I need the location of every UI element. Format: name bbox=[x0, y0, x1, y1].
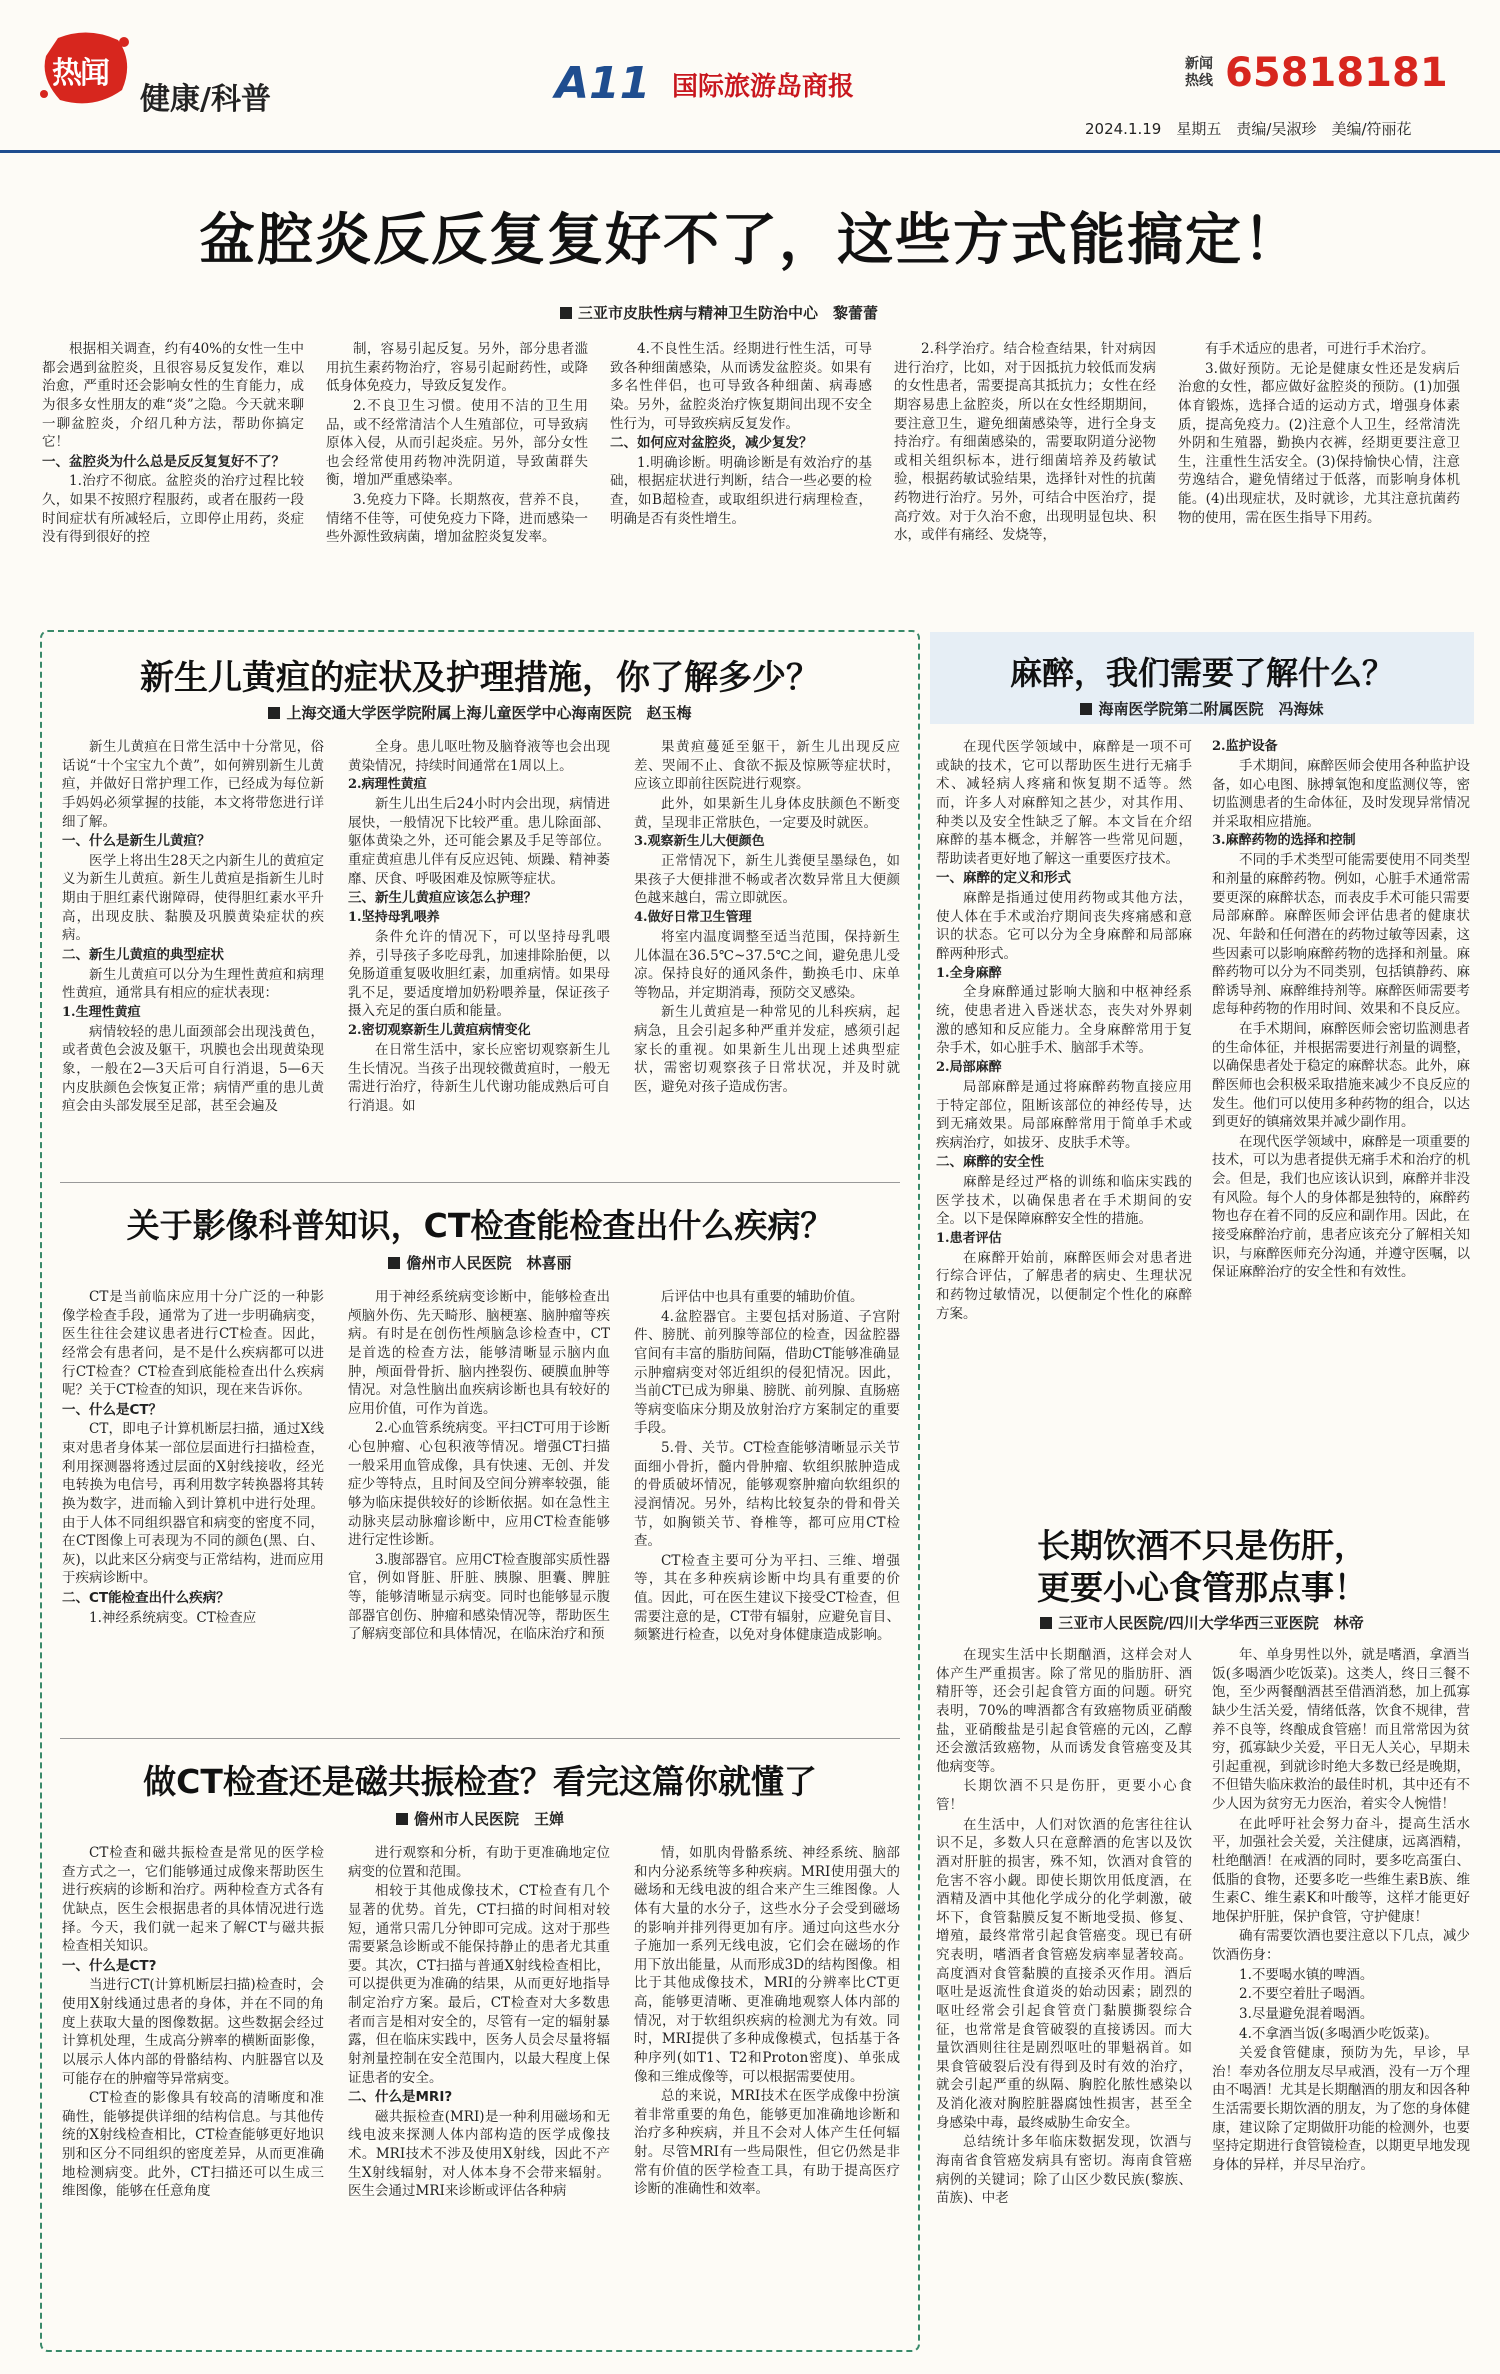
anesthesia-col-2 bbox=[1212, 738, 1470, 1283]
designer: 美编/符丽花 bbox=[1331, 120, 1412, 138]
subheading: 二、麻醉的安全性 bbox=[936, 1154, 1044, 1171]
paragraph: 情，如肌肉骨骼系统、神经系统、脑部和内分泌系统等多种疾病。MRI使用强大的磁场和无线电波的组合来产生三维图像。人体有大量的水分子，这些水分子会受到磁场的影响并排列得更加有序。通过向这些水分子施加一系列无线电波，它们会在磁场的作用下放出能量，从而形成3D的结构图像。相比于其他成像技术，MRI的分辨率比CT更高，能够更清晰、更准确地观察人体内部的情况，对于软组织疾病的检测尤为有效。同时，MRI提供了多种成像模式，包括基于各种序列(如T1、T2和Proton密度)、单张成像和三维成像等，可以根据需要使用。 bbox=[634, 1845, 900, 2085]
paragraph: 在现代医学领域中，麻醉是一项重要的技术，可以为患者提供无痛手术和治疗的机会。但是，我们也应该认识到，麻醉并非没有风险。每个人的身体都是独特的，麻醉药物也存在着不同的反应和副作用。因此，在接受麻醉治疗前，患者应该充分了解相关知识，与麻醉医师充分沟通，并遵守医嘱，以保证麻醉治疗的安全性和有效性。 bbox=[1212, 1133, 1470, 1281]
paragraph: 新生儿出生后24小时内会出现，病情进展快，一般情况下比较严重。患儿除面部、躯体黄染之外，还可能会累及手足等部位。重症黄疸患儿伴有反应迟钝、烦躁、精神萎靡、厌食、呼吸困难及惊厥等症状。 bbox=[348, 796, 610, 887]
jaundice-col-1 bbox=[62, 738, 324, 1117]
mri-byline bbox=[60, 1808, 900, 1829]
date: 2024.1.19 bbox=[1085, 120, 1162, 138]
anesthesia-byline-text: 海南医学院第二附属医院 冯海妹 bbox=[1098, 700, 1324, 718]
alcohol-byline bbox=[930, 1612, 1474, 1633]
paragraph: 用于神经系统病变诊断中，能够检查出颅脑外伤、先天畸形、脑梗塞、脑肿瘤等疾病。有时是在创伤性颅脑急诊检查中，CT是首选的检查方法，能够清晰显示脑内血肿，颅面骨骨折、脑内挫裂伤、硬膜血肿等情况。对急性脑出血疾病诊断也具有较好的应用价值，可作为首选。 bbox=[348, 1289, 610, 1417]
section-label: 健康/科普 bbox=[140, 82, 271, 117]
subheading-minor: 2.密切观察新生儿黄疸病情变化 bbox=[348, 1023, 531, 1038]
paragraph: 4.盆腔器官。主要包括对肠道、子宫附件、膀胱、前列腺等部位的检查，因盆腔器官间有丰富的脂肪间隔，借助CT能够准确显示肿瘤病变对邻近组织的侵犯情况。因此，当前CT已成为卵巢、膀胱、前列腺、直肠癌等病变临床分期及放射治疗方案制定的重要手段。 bbox=[634, 1308, 900, 1437]
header-rule bbox=[0, 150, 1500, 153]
page-number bbox=[555, 58, 650, 109]
paragraph: 5.骨、关节。CT检查能够清晰显示关节面细小骨折，髓内骨肿瘤、软组织脓肿造成的骨质破坏情况，能够观察肿瘤向软组织的浸润情况。另外，结构比较复杂的骨和骨关节，如胸锁关节、脊椎等，都可应用CT检查。 bbox=[634, 1440, 900, 1550]
paragraph: CT是当前临床应用十分广泛的一种影像学检查手段，通常为了进一步明确病变，医生往往会建议患者进行CT检查。因此，经常会有患者问，是不是什么疾病都可以进行CT检查？CT检查到底能检查出什么疾病呢？关于CT检查的知识，现在来告诉你。 bbox=[62, 1289, 324, 1399]
alcohol-headline-2: 更要小心食管那点事！ bbox=[1037, 1568, 1367, 1607]
paragraph: 1.明确诊断。明确诊断是有效治疗的基础，根据症状进行判断，结合一些必要的检查，如B超检查，或取组织进行病理检查，明确是否有炎性增生。 bbox=[610, 454, 872, 527]
ct-col-3 bbox=[634, 1288, 900, 1646]
paragraph: 医学上将出生28天之内新生儿的黄疸定义为新生儿黄疸。新生儿黄疸是指新生儿时期由于胆红素代谢障碍，使得胆红素水平升高，出现皮肤、黏膜及巩膜黄染症状的疾病。 bbox=[62, 852, 324, 944]
issue-date bbox=[1085, 118, 1412, 139]
subheading-minor: 1.坚持母乳喂养 bbox=[348, 909, 440, 925]
paragraph: 在此呼吁社会努力奋斗，提高生活水平，加强社会关爱，关注健康，远离酒精，杜绝酗酒！在戒酒的同时，要多吃高蛋白、低脂的食物，还要多吃一些维生素B族、维生素C、维生素K和叶酸等，这样才能更好地保护肝脏，保护食管，守护健康！ bbox=[1212, 1815, 1470, 1925]
paragraph: 果黄疸蔓延至躯干，新生儿出现反应差、哭闹不止、食欲不振及惊厥等症状时，应该立即前往医院进行观察。 bbox=[634, 739, 900, 793]
editor: 责编/吴淑珍 bbox=[1236, 120, 1317, 138]
paragraph: 新生儿黄疸是一种常见的儿科疾病，起病急，且会引起多种严重并发症，感须引起家长的重视。如果新生儿出现上述典型症状，需密切观察孩子日常状况，并及时就医，避免对孩子造成伤害。 bbox=[634, 1004, 900, 1095]
main-col-5 bbox=[1178, 340, 1460, 528]
subheading: 一、什么是CT? bbox=[62, 1957, 157, 1974]
logo-text: 热闻 bbox=[52, 56, 108, 91]
alcohol-byline-text: 三亚市人民医院/四川大学华西三亚医院 林帝 bbox=[1058, 1614, 1364, 1632]
paragraph: 1.神经系统病变。CT检查应 bbox=[89, 1609, 257, 1626]
jaundice-byline bbox=[60, 702, 900, 723]
subheading-minor: 2.监护设备 bbox=[1212, 739, 1278, 754]
paragraph: 长期饮酒不只是伤肝，更要小心食管！ bbox=[936, 1778, 1192, 1813]
subheading: 三、新生儿黄疸应该怎么护理？ bbox=[348, 890, 537, 907]
subheading: 一、麻醉的定义和形式 bbox=[936, 870, 1071, 887]
paragraph: 2.科学治疗。结合检查结果，针对病因进行治疗，比如，对于因抵抗力较低而发病的女性患者，需要提高其抵抗力；女性在经期容易患上盆腔炎，所以在女性经期期间，要注意卫生，避免细菌感染等，进行全身支持治疗。有细菌感染的，需要取阴道分泌物或相关组织标本，进行细菌培养及药敏试验，根据药敏试验结果，选择针对性的抗菌药物进行治疗。另外，可结合中医治疗，提高疗效。对于久治不愈，出现明显包块、积水，或伴有痛经、发烧等， bbox=[894, 341, 1156, 544]
paragraph: 3.尽量避免混着喝酒。 bbox=[1239, 2005, 1374, 2022]
paragraph: 条件允许的情况下，可以坚持母乳喂养，引导孩子多吃母乳，加速排除胎便，以免肠道重复吸收胆红素，加重病情。如果母乳不足，要适度增加奶粉喂养量，保证孩子摄入充足的蛋白质和能量。 bbox=[348, 928, 610, 1020]
main-byline-text: 三亚市皮肤性病与精神卫生防治中心 黎蕾蕾 bbox=[578, 304, 879, 322]
paragraph: 在现实生活中长期酗酒，这样会对人体产生严重损害。除了常见的脂肪肝、酒精肝等，还会引起食管方面的问题。研究表明，70%的啤酒都含有致癌物质亚硝酸盐，亚硝酸盐是引起食管癌的元凶，乙醇还会激活致癌物，从而诱发食管癌变及其他病变等。 bbox=[936, 1647, 1192, 1775]
paragraph: 将室内温度调整至适当范围，保持新生儿体温在36.5℃~37.5℃之间，避免患儿受凉。保持良好的通风条件，勤换毛巾、床单等物品，并定期消毒，预防交叉感染。 bbox=[634, 928, 900, 1001]
paragraph: 磁共振检查(MRI)是一种利用磁场和无线电波来探测人体内部构造的医学成像技术。MRI技术不涉及使用X射线，因此不产生X射线辐射，对人体本身不会带来辐射。医生会通过MRI来诊断或评估各种病 bbox=[348, 2108, 610, 2200]
ct-col-2 bbox=[348, 1288, 610, 1645]
alcohol-col-1 bbox=[936, 1646, 1192, 2209]
alcohol-col-2 bbox=[1212, 1646, 1470, 2176]
paragraph: 全身麻醉通过影响大脑和中枢神经系统，使患者进入昏迷状态，丧失对外界刺激的感知和反应能力。全身麻醉常用于复杂手术，如心脏手术、脑部手术等。 bbox=[936, 984, 1192, 1057]
main-byline bbox=[560, 302, 1160, 323]
paragraph: 当进行CT(计算机断层扫描)检查时，会使用X射线通过患者的身体，并在不同的角度上获取大量的图像数据。这些数据会经过计算机处理，生成高分辨率的横断面影像，以展示人体内部的骨骼结构、内脏器官以及可能存在的肿瘤等异常病变。 bbox=[62, 1977, 324, 2087]
paragraph: 此外，如果新生儿身体皮肤颜色不断变黄，呈现非正常肤色，一定要及时就医。 bbox=[634, 795, 900, 831]
subheading: 一、什么是新生儿黄疸？ bbox=[62, 833, 211, 850]
mri-headline: 做CT检查还是磁共振检查？看完这篇你就懂了 bbox=[143, 1762, 817, 1801]
paragraph: 全身。患儿呕吐物及脑脊液等也会出现黄染情况，持续时间通常在1周以上。 bbox=[348, 739, 610, 774]
subheading: 二、如何应对盆腔炎，减少复发？ bbox=[610, 435, 813, 452]
hotline-number: 65818181 bbox=[1225, 50, 1448, 96]
main-col-1 bbox=[42, 340, 304, 548]
mri-col-2 bbox=[348, 1844, 610, 2202]
paragraph: 不同的手术类型可能需要使用不同类型和剂量的麻醉药物。例如，心脏手术通常需要更深的麻醉状态，而表皮手术可能只需要局部麻醉。麻醉医师会评估患者的健康状况、年龄和任何潜在的药物过敏等因素，这些因素可以影响麻醉药物的选择和剂量。麻醉药物可以分为不同类别，包括镇静药、麻醉诱导剂、麻醉维持剂等。麻醉医师需要考虑每种药物的作用时间、效果和不良反应。 bbox=[1212, 852, 1470, 1018]
divider bbox=[60, 1738, 900, 1739]
paragraph: 新生儿黄疸在日常生活中十分常见，俗话说“十个宝宝九个黄”，如何辨别新生儿黄疸，并做好日常护理工作，已经成为每位新手妈妈必须掌握的技能，本文将带您进行详细了解。 bbox=[62, 739, 324, 830]
main-col-2 bbox=[326, 340, 588, 548]
paragraph: 制，容易引起反复。另外，部分患者滥用抗生素药物治疗，容易引起耐药性，或降低身体免疫力，导致反复发作。 bbox=[326, 341, 588, 395]
paragraph: 麻醉是经过严格的训练和临床实践的医学技术，以确保患者在手术期间的安全。以下是保障麻醉安全性的措施。 bbox=[936, 1174, 1192, 1228]
paragraph: 相较于其他成像技术，CT检查有几个显著的优势。首先，CT扫描的时间相对较短，通常只需几分钟即可完成。这对于那些需要紧急诊断或不能保持静止的患者尤其重要。其次，CT扫描与普通X射线检查相比，可以提供更为准确的结果，从而更好地指导制定治疗方案。最后，CT检查对大多数患者而言是相对安全的，尽管有一定的辐射暴露，但在临床实践中，医务人员会尽量将辐射剂量控制在安全范围内，以最大程度上保证患者的安全。 bbox=[348, 1883, 610, 2086]
paragraph: CT检查和磁共振检查是常见的医学检查方式之一，它们能够通过成像来帮助医生进行疾病的诊断和治疗。两种检查方式各有优缺点，医生会根据患者的具体情况进行选择。今天，我们就一起来了解CT与磁共振检查相关知识。 bbox=[62, 1845, 324, 1955]
jaundice-col-2 bbox=[348, 738, 610, 1116]
paragraph: 关爱食管健康，预防为先，早诊，早治！奉劝各位朋友尽早戒酒，没有一万个理由不喝酒！尤其是长期酗酒的朋友和因各种生活需要长期饮酒的朋友，为了您的身体健康，建议除了定期做肝功能的检测外，也要坚持定期进行食管镜检查，以期更早地发现身体的异样，并尽早治疗。 bbox=[1212, 2045, 1470, 2173]
mri-byline-text: 儋州市人民医院 王婵 bbox=[413, 1810, 564, 1828]
paragraph: 总结统计多年临床数据发现，饮酒与海南省食管癌发病具有密切。海南食管癌病例的关键词；除了山区少数民族(黎族、苗族)、中老 bbox=[936, 2134, 1192, 2207]
subheading-minor: 2.病理性黄疸 bbox=[348, 777, 427, 793]
subheading: 二、CT能检查出什么疾病？ bbox=[62, 1590, 230, 1606]
main-headline: 盆腔炎反反复复好不了，这些方式能搞定！ bbox=[199, 208, 1301, 273]
paragraph: 根据相关调查，约有40%的女性一生中都会遇到盆腔炎，且很容易反复发作，难以治愈，严重时还会影响女性的生育能力，成为很多女性朋友的难“炎”之隐。今天就来聊一聊盆腔炎，介绍几种方法，帮助你搞定它！ bbox=[42, 341, 304, 451]
paragraph: 3.做好预防。无论是健康女性还是发病后治愈的女性，都应做好盆腔炎的预防。(1)加强体育锻炼，选择合适的运动方式，增强身体素质，提高免疫力。(2)注意个人卫生，经常清洗外阴和生殖器，勤换内衣裤，经期更要注意卫生，注重性生活安全。(3)保持愉快心情，注意劳逸结合，避免情绪过于低落，而影响身体机能。(4)出现症状，及时就诊，尤其注意抗菌药物的使用，需在医生指导下用药。 bbox=[1178, 360, 1460, 526]
paragraph: 手术期间，麻醉医师会使用各种监护设备，如心电图、脉搏氧饱和度监测仪等，密切监测患者的生命体征，及时发现异常情况并采取相应措施。 bbox=[1212, 757, 1470, 830]
mri-col-1 bbox=[62, 1844, 324, 2202]
ct-headline: 关于影像科普知识，CT检查能检查出什么疾病？ bbox=[126, 1206, 834, 1245]
page-number-text: A11 bbox=[555, 58, 651, 109]
paragraph: CT检查的影像具有较高的清晰度和准确性，能够提供详细的结构信息。与其他传统的X射线检查相比，CT检查能够更好地识别和区分不同组织的密度差异，从而更准确地检测病变。此外，CT扫描还可以生成三维图像，能够在任意角度 bbox=[62, 2090, 324, 2200]
subheading: 二、什么是MRI? bbox=[348, 2089, 453, 2106]
paragraph: 在手术期间，麻醉医师会密切监测患者的生命体征，并根据需要进行剂量的调整，以确保患者处于稳定的麻醉状态。此外，麻醉医师也会积极采取措施来减少不良反应的发生。他们可以使用多种药物的组合，以达到更好的镇痛效果并减少副作用。 bbox=[1212, 1021, 1470, 1131]
paragraph: 病情较轻的患儿面颈部会出现浅黄色，或者黄色会波及躯干，巩膜也会出现黄染现象，一般在2—3天后可自行消退，5—6天内皮肤颜色会恢复正常；病情严重的患儿黄疸会由头部发展至足部，甚至会遍及 bbox=[62, 1023, 324, 1115]
subheading: 一、盆腔炎为什么总是反反复复好不了？ bbox=[42, 453, 285, 470]
paragraph: 1.不要喝水镇的啤酒。 bbox=[1239, 1966, 1374, 1983]
subheading-minor: 3.麻醉药物的选择和控制 bbox=[1212, 833, 1356, 849]
jaundice-byline-text: 上海交通大学医学院附属上海儿童医学中心海南医院 赵玉梅 bbox=[286, 704, 692, 722]
paragraph: 4.不拿酒当饭(多喝酒少吃饭菜)。 bbox=[1239, 2025, 1438, 2042]
paragraph: 4.不良性生活。经期进行性生活，可导致各种细菌感染，从而诱发盆腔炎。如果有多名性伴侣，也可导致各种细菌、病毒感染。另外，盆腔炎治疗恢复期间出现不安全性行为，可导致疾病反复发作。 bbox=[610, 341, 872, 432]
anesthesia-byline bbox=[930, 698, 1474, 719]
main-col-3 bbox=[610, 340, 872, 529]
ct-byline-text: 儋州市人民医院 林喜丽 bbox=[406, 1254, 572, 1272]
paper-name: 国际旅游岛商报 bbox=[672, 72, 855, 102]
ct-col-1 bbox=[62, 1288, 324, 1628]
subheading-minor: 3.观察新生儿大便颜色 bbox=[634, 834, 765, 850]
paragraph: CT检查主要可分为平扫、三维、增强等，其在多种疾病诊断中均具有重要的价值。因此，可在医生建议下接受CT检查，但需要注意的是，CT带有辐射，应避免盲目、频繁进行检查，以免对身体健康造成影响。 bbox=[634, 1552, 900, 1644]
subheading: 二、新生儿黄疸的典型症状 bbox=[62, 946, 224, 963]
paragraph: 2.不良卫生习惯。使用不洁的卫生用品，或不经常清洁个人生殖部位，可导致病原体入侵，从而引起炎症。另外，部分女性也会经常使用药物冲洗阴道，导致菌群失衡，增加严重感染率。 bbox=[326, 397, 588, 489]
jaundice-headline: 新生儿黄疸的症状及护理措施，你了解多少？ bbox=[140, 658, 820, 698]
paragraph: 1.治疗不彻底。盆腔炎的治疗过程比较久，如果不按照疗程服药，或者在服药一段时间症状有所减轻后，立即停止用药，炎症没有得到很好的控 bbox=[42, 473, 304, 546]
weekday: 星期五 bbox=[1176, 120, 1222, 138]
paragraph: 2.不要空着肚子喝酒。 bbox=[1239, 1986, 1374, 2003]
logo-badge bbox=[38, 28, 133, 108]
paragraph: 在日常生活中，家长应密切观察新生儿生长情况。当孩子出现较微黄疸时，一般无需进行治疗，待新生儿代谢功能成熟后可自行消退。如 bbox=[348, 1041, 610, 1114]
anesthesia-headline: 麻醉，我们需要了解什么？ bbox=[1009, 654, 1394, 692]
mri-col-3 bbox=[634, 1844, 900, 2200]
main-col-4 bbox=[894, 340, 1156, 546]
paragraph: 3.腹部器官。应用CT检查腹部实质性器官，例如肾脏、肝脏、胰腺、胆囊、脾脏等，能够清晰显示病变。同时也能够显示腹部器官创伤、肿瘤和感染情况等，帮助医生了解病变部位和具体情况，在临床治疗和预 bbox=[348, 1551, 610, 1643]
paragraph: 3.免疫力下降。长期熬夜，营养不良，情绪不佳等，可使免疫力下降，进而感染一些外源性致病菌，增加盆腔炎复发率。 bbox=[326, 492, 588, 546]
paragraph: 局部麻醉是通过将麻醉药物直接应用于特定部位，阻断该部位的神经传导，达到无痛效果。局部麻醉常用于简单手术或疾病治疗，如拔牙、皮肤手术等。 bbox=[936, 1078, 1192, 1151]
subheading-minor: 2.局部麻醉 bbox=[936, 1059, 1002, 1075]
paragraph: 总的来说，MRI技术在医学成像中扮演着非常重要的角色，能够更加准确地诊断和治疗多种疾病，并且不会对人体产生任何辐射。尽管MRI有一些局限性，但它仍然是非常有价值的医学检查工具，有助于提高医疗诊断的准确性和效率。 bbox=[634, 2088, 900, 2198]
ct-byline bbox=[60, 1252, 900, 1273]
paragraph: 进行观察和分析，有助于更准确地定位病变的位置和范围。 bbox=[348, 1845, 610, 1880]
paragraph: 在麻醉开始前，麻醉医师会对患者进行综合评估，了解患者的病史、生理状况和药物过敏情况，以便制定个性化的麻醉方案。 bbox=[936, 1249, 1192, 1322]
paragraph: 年、单身男性以外，就是嗜酒，拿酒当饭(多喝酒少吃饭菜)。这类人，终日三餐不饱，至少两餐酗酒甚至借酒消愁，加上孤寡缺少生活关爱，情绪低落，饮食不规律，营养不良等，终酿成食管癌！而且常常因为贫穷，孤寡缺少关爱，平日无人关心，早期未引起重视，到就诊时绝大多数已经是晚期，不但错失临床救治的最佳时机，其中还有不少人因为贫穷无力医治，着实令人惋惜！ bbox=[1212, 1647, 1470, 1812]
paragraph: 在生活中，人们对饮酒的危害往往认识不足，多数人只在意醉酒的危害以及饮酒对肝脏的损害，殊不知，饮酒对食管的危害不容小觑。即使长期饮用低度酒，在酒精及酒中其他化学成分的化学刺激，破坏下，食管黏膜反复不断地受损、修复、增殖，最终常常引起食管癌变。现已有研究表明，嗜酒者食管癌发病率显著较高。高度酒对食管黏膜的直接杀灭作用。酒后呕吐是返流性食道炎的始动因素；剧烈的呕吐经常会引起食管贲门黏膜撕裂综合征，也常常是食管破裂的直接诱因。而大量饮酒则往往是剧烈呕吐的罪魁祸首。如果食管破裂后没有得到及时有效的治疗，就会引起严重的纵隔、胸腔化脓性感染以及消化液对胸腔脏器腐蚀性损害，甚至全身感染中毒，最终威胁生命安全。 bbox=[936, 1816, 1192, 2131]
anesthesia-col-1 bbox=[936, 738, 1192, 1324]
paragraph: 确有需要饮酒也要注意以下几点，减少饮酒伤身： bbox=[1212, 1928, 1470, 1963]
subheading-minor: 1.生理性黄疸 bbox=[62, 1004, 141, 1020]
paragraph: 正常情况下，新生儿粪便呈墨绿色，如果孩子大便排泄不畅或者次数异常且大便颜色越来越白，需立即就医。 bbox=[634, 853, 900, 907]
paragraph: 麻醉是指通过使用药物或其他方法，使人体在手术或治疗期间丧失疼痛感和意识的状态。它可以分为全身麻醉和局部麻醉两种形式。 bbox=[936, 890, 1192, 962]
paragraph: 2.心血管系统病变。平扫CT可用于诊断心包肿瘤、心包积液等情况。增强CT扫描一般采用血管成像，具有快速、无创、并发症少等特点，且时间及空间分辨率较强，能够为临床提供较好的诊断依据。如在急性主动脉夹层动脉瘤诊断中，应用CT检查能够进行定性诊断。 bbox=[348, 1420, 610, 1549]
paragraph: 新生儿黄疸可以分为生理性黄疸和病理性黄疸，通常具有相应的症状表现： bbox=[62, 966, 324, 1002]
subheading-minor: 1.患者评估 bbox=[936, 1230, 1002, 1246]
paragraph: 在现代医学领域中，麻醉是一项不可或缺的技术，它可以帮助医生进行无痛手术、减轻病人疼痛和恢复期不适等。然而，许多人对麻醉知之甚少，对其作用、种类以及安全性缺乏了解。本文旨在介绍麻醉的基本概念，并解答一些常见问题，帮助读者更好地了解这一重要医疗技术。 bbox=[936, 739, 1192, 867]
subheading-minor: 1.全身麻醉 bbox=[936, 965, 1002, 981]
jaundice-col-3 bbox=[634, 738, 900, 1098]
paragraph: 有手术适应的患者，可进行手术治疗。 bbox=[1205, 341, 1435, 357]
paragraph: CT，即电子计算机断层扫描，通过X线束对患者身体某一部位层面进行扫描检查，利用探测器将透过层面的X射线接收，经光电转换为电信号，再利用数字转换器将其转换为数字，进而输入到计算机中进行处理。由于人体不同组织器官和病变的密度不同，在CT图像上可表现为不同的颜色(黑、白、灰)，以此来区分病变与正常结构，进而应用于疾病诊断中。 bbox=[62, 1421, 324, 1587]
hotline-label: 新闻热线 bbox=[1185, 56, 1213, 89]
alcohol-headline-1: 长期饮酒不只是伤肝， bbox=[1037, 1526, 1367, 1565]
subheading-minor: 4.做好日常卫生管理 bbox=[634, 909, 752, 925]
paragraph: 后评估中也具有重要的辅助价值。 bbox=[661, 1289, 864, 1305]
divider bbox=[60, 1182, 900, 1183]
subheading: 一、什么是CT？ bbox=[62, 1401, 163, 1418]
